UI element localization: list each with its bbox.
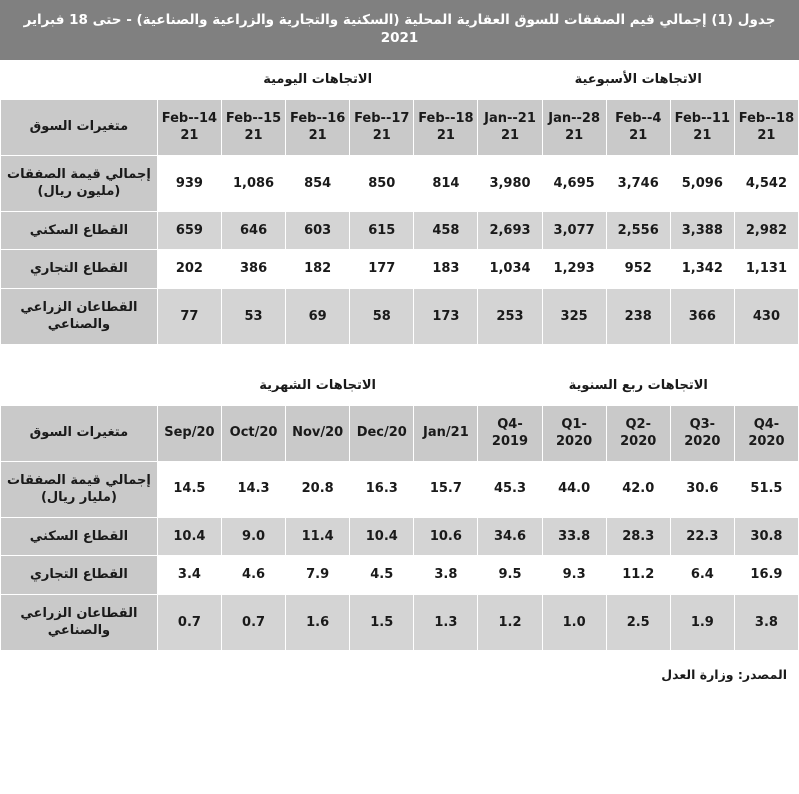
- col-header: Nov/20: [286, 405, 350, 461]
- source-note: المصدر: وزارة العدل: [661, 666, 787, 682]
- cell: 1.6: [286, 594, 350, 650]
- col-header: 18-Feb-21: [734, 99, 798, 155]
- row-label: القطاعان الزراعي والصناعي: [1, 594, 158, 650]
- row-label: إجمالي قيمة الصفقات (مليار ريال): [1, 461, 158, 517]
- cell: 1,086: [222, 155, 286, 211]
- table-row: [1, 250, 799, 289]
- cell: 2,982: [734, 211, 798, 250]
- cell: 854: [286, 155, 350, 211]
- cell: 1.2: [478, 594, 542, 650]
- cell: 44.0: [542, 461, 606, 517]
- cell: 1,293: [542, 250, 606, 289]
- cell: 3,980: [478, 155, 542, 211]
- row-label: القطاعان الزراعي والصناعي: [1, 288, 158, 344]
- row-label-header: متغيرات السوق: [1, 99, 158, 155]
- cell: 3.8: [734, 594, 798, 650]
- cell: 814: [414, 155, 478, 211]
- cell: 939: [157, 155, 221, 211]
- cell: 9.3: [542, 556, 606, 595]
- cell: 1.0: [542, 594, 606, 650]
- cell: 3,077: [542, 211, 606, 250]
- cell: 366: [670, 288, 734, 344]
- table-row: [1, 517, 799, 556]
- col-header: 11-Feb-21: [670, 99, 734, 155]
- column-header-row: [1, 405, 799, 461]
- cell: 2,556: [606, 211, 670, 250]
- cell: 183: [414, 250, 478, 289]
- page-title: جدول (1) إجمالي قيم الصفقات للسوق العقارية المحلية (السكنية والتجارية والزراعية والصناعية) - حتى 18 فبراير 2021: [0, 0, 799, 60]
- cell: 58: [350, 288, 414, 344]
- cell: 850: [350, 155, 414, 211]
- col-header: Dec/20: [350, 405, 414, 461]
- group-header-row: [1, 367, 799, 406]
- row-label-header: متغيرات السوق: [1, 405, 158, 461]
- cell: 1,131: [734, 250, 798, 289]
- col-header: Oct/20: [222, 405, 286, 461]
- cell: 3,746: [606, 155, 670, 211]
- group-header-spacer: [1, 61, 158, 100]
- cell: 386: [222, 250, 286, 289]
- row-label: القطاع السكني: [1, 517, 158, 556]
- group-header-spacer: [1, 367, 158, 406]
- cell: 182: [286, 250, 350, 289]
- col-header: 18-Feb-21: [414, 99, 478, 155]
- cell: 10.4: [157, 517, 221, 556]
- cell: 4,542: [734, 155, 798, 211]
- table-block-daily-weekly: [0, 60, 799, 366]
- cell: 16.3: [350, 461, 414, 517]
- row-label: القطاع السكني: [1, 211, 158, 250]
- cell: 325: [542, 288, 606, 344]
- group-header-daily: الاتجاهات اليومية: [157, 61, 478, 100]
- cell: 3,388: [670, 211, 734, 250]
- col-header: Q1- 2020: [542, 405, 606, 461]
- cell: 28.3: [606, 517, 670, 556]
- cell: 4.6: [222, 556, 286, 595]
- cell: 6.4: [670, 556, 734, 595]
- cell: 9.5: [478, 556, 542, 595]
- cell: 20.8: [286, 461, 350, 517]
- table-row: [1, 556, 799, 595]
- table-row: [1, 461, 799, 517]
- cell: 42.0: [606, 461, 670, 517]
- col-header: 14-Feb-21: [157, 99, 221, 155]
- col-header: 16-Feb-21: [286, 99, 350, 155]
- cell: 53: [222, 288, 286, 344]
- cell: 177: [350, 250, 414, 289]
- cell: 1.9: [670, 594, 734, 650]
- col-header: 4-Feb-21: [606, 99, 670, 155]
- cell: 11.2: [606, 556, 670, 595]
- cell: 1.5: [350, 594, 414, 650]
- cell: 15.7: [414, 461, 478, 517]
- cell: 5,096: [670, 155, 734, 211]
- cell: 3.4: [157, 556, 221, 595]
- cell: 646: [222, 211, 286, 250]
- table-row: [1, 155, 799, 211]
- cell: 1.3: [414, 594, 478, 650]
- group-header-weekly: الاتجاهات الأسبوعية: [478, 61, 799, 100]
- cell: 952: [606, 250, 670, 289]
- table-row: [1, 594, 799, 650]
- cell: 16.9: [734, 556, 798, 595]
- col-header: Q4- 2020: [734, 405, 798, 461]
- group-header-monthly: الاتجاهات الشهرية: [157, 367, 478, 406]
- cell: 1,034: [478, 250, 542, 289]
- cell: 30.6: [670, 461, 734, 517]
- cell: 14.3: [222, 461, 286, 517]
- col-header: 15-Feb-21: [222, 99, 286, 155]
- cell: 2,693: [478, 211, 542, 250]
- table-row: [1, 211, 799, 250]
- col-header: Q4- 2019: [478, 405, 542, 461]
- cell: 9.0: [222, 517, 286, 556]
- cell: 10.6: [414, 517, 478, 556]
- cell: 430: [734, 288, 798, 344]
- cell: 11.4: [286, 517, 350, 556]
- col-header: Jan/21: [414, 405, 478, 461]
- row-label: القطاع التجاري: [1, 556, 158, 595]
- cell: 202: [157, 250, 221, 289]
- col-header: 21-Jan-21: [478, 99, 542, 155]
- cell: 2.5: [606, 594, 670, 650]
- cell: 659: [157, 211, 221, 250]
- row-label: القطاع التجاري: [1, 250, 158, 289]
- cell: 173: [414, 288, 478, 344]
- cell: 7.9: [286, 556, 350, 595]
- col-header: 28-Jan-21: [542, 99, 606, 155]
- cell: 33.8: [542, 517, 606, 556]
- cell: 10.4: [350, 517, 414, 556]
- column-header-row: [1, 99, 799, 155]
- col-header: Sep/20: [157, 405, 221, 461]
- cell: 22.3: [670, 517, 734, 556]
- group-header-quarterly: الاتجاهات ربع السنوية: [478, 367, 799, 406]
- row-label: إجمالي قيمة الصفقات (مليون ريال): [1, 155, 158, 211]
- col-header: 17-Feb-21: [350, 99, 414, 155]
- block-separator: [1, 345, 799, 366]
- col-header: Q3- 2020: [670, 405, 734, 461]
- cell: 34.6: [478, 517, 542, 556]
- group-header-row: [1, 61, 799, 100]
- table-block-monthly-quarterly: [0, 366, 799, 651]
- cell: 458: [414, 211, 478, 250]
- cell: 51.5: [734, 461, 798, 517]
- cell: 253: [478, 288, 542, 344]
- cell: 0.7: [157, 594, 221, 650]
- cell: 30.8: [734, 517, 798, 556]
- cell: 238: [606, 288, 670, 344]
- cell: 3.8: [414, 556, 478, 595]
- cell: 69: [286, 288, 350, 344]
- cell: 1,342: [670, 250, 734, 289]
- cell: 0.7: [222, 594, 286, 650]
- cell: 4.5: [350, 556, 414, 595]
- cell: 615: [350, 211, 414, 250]
- cell: 4,695: [542, 155, 606, 211]
- cell: 45.3: [478, 461, 542, 517]
- cell: 14.5: [157, 461, 221, 517]
- cell: 77: [157, 288, 221, 344]
- table-row: [1, 288, 799, 344]
- cell: 603: [286, 211, 350, 250]
- col-header: Q2- 2020: [606, 405, 670, 461]
